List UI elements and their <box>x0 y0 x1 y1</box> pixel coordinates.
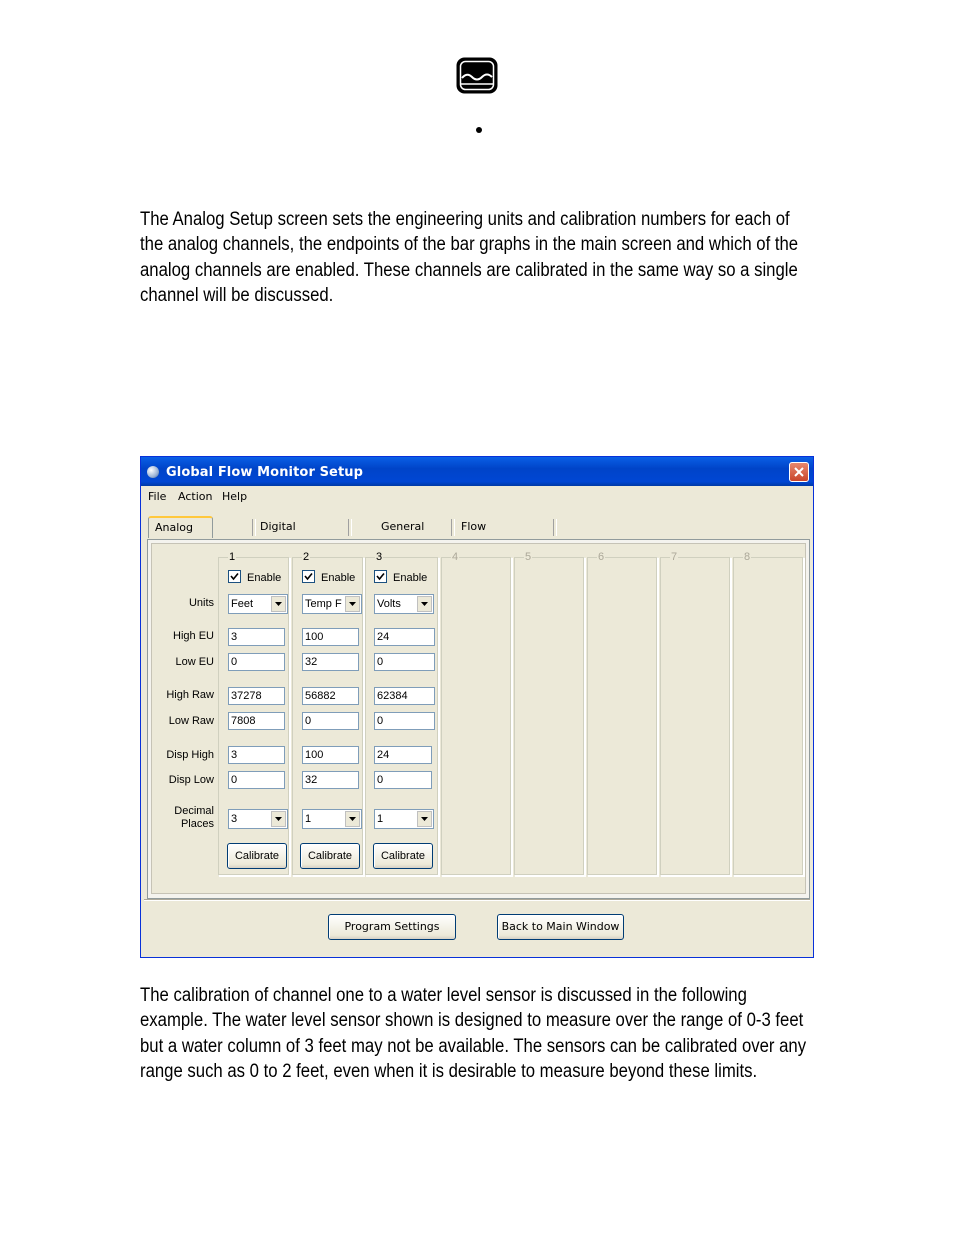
channel-1-group <box>218 551 290 876</box>
intro-paragraph: The Analog Setup screen sets the engineering units and calibration numbers for each of the analog channels, the endpoints of the bar graphs in the main screen and which of the analog channels are enabled. These channels are calibrated in the same way so a single channel will be discussed. <box>140 209 799 306</box>
channel-number: 2 <box>303 551 310 563</box>
tab-analog-channels[interactable]: Analog <box>148 516 213 538</box>
decimal-places-label-line1: Decimal <box>174 805 214 817</box>
units-select[interactable] <box>228 594 288 614</box>
disp-low-input[interactable]: 0 <box>228 771 285 789</box>
menu-bar <box>141 486 813 506</box>
disp-low-label: Disp Low <box>168 774 214 786</box>
program-settings-button[interactable]: Program Settings <box>328 914 456 940</box>
decimal-places-label-line2: Places <box>180 818 214 830</box>
checkbox-box[interactable] <box>302 570 315 583</box>
tab-digital-channels[interactable]: Digital <box>260 520 296 533</box>
close-icon <box>794 467 804 477</box>
low-raw-label: Low Raw <box>168 715 214 727</box>
decimal-places-value: 1 <box>377 813 384 825</box>
high-raw-input[interactable]: 56882 <box>302 687 359 705</box>
high-raw-label: High Raw <box>166 689 214 701</box>
decimal-places-select[interactable] <box>302 809 362 829</box>
disp-low-input[interactable]: 0 <box>374 771 432 789</box>
low-eu-input[interactable]: 0 <box>374 653 435 671</box>
decimal-places-select[interactable] <box>228 809 288 829</box>
calibrate-button[interactable]: Calibrate <box>227 843 287 869</box>
low-raw-input[interactable]: 7808 <box>228 712 285 730</box>
channel-3-group <box>365 551 439 876</box>
checkmark-icon <box>230 572 239 581</box>
channel-6-group <box>587 551 658 876</box>
water-wave-icon <box>456 57 498 94</box>
units-label: Units <box>188 597 214 609</box>
disp-high-label: Disp High <box>166 749 214 761</box>
menu-help[interactable]: Help <box>222 490 248 503</box>
chevron-down-icon[interactable] <box>271 811 286 827</box>
tab-separator <box>252 519 256 536</box>
channel-5-group <box>514 551 585 876</box>
chevron-down-icon[interactable] <box>271 596 286 612</box>
enable-label: Enable <box>393 572 428 584</box>
low-raw-input[interactable]: 0 <box>374 712 435 730</box>
decimal-places-select[interactable] <box>374 809 434 829</box>
tab-separator <box>553 519 557 536</box>
disp-high-input[interactable]: 100 <box>302 746 359 764</box>
checkmark-icon <box>304 572 313 581</box>
channel-number: 7 <box>671 551 678 563</box>
chevron-down-icon[interactable] <box>345 811 360 827</box>
body-paragraph: The calibration of channel one to a water level sensor is discussed in the following example. The water level sensor shown is designed to measure over the range of 0-3 feet but a water column of 3 feet may not be available. The sensors can be calibrated over any range such as 0 to 2 feet, even when it is desirable to measure beyond these limits. <box>140 985 807 1082</box>
checkbox-box[interactable] <box>374 570 387 583</box>
back-to-main-window-button[interactable]: Back to Main Window <box>497 914 624 940</box>
channel-2-group <box>292 551 364 876</box>
high-eu-label: High EU <box>173 630 214 642</box>
channel-number: 1 <box>229 551 236 563</box>
bullet-point <box>476 127 482 133</box>
tab-separator <box>451 519 455 536</box>
title-bar <box>141 457 813 486</box>
high-eu-input[interactable]: 24 <box>374 628 435 646</box>
enable-checkbox[interactable] <box>228 570 281 584</box>
low-raw-input[interactable]: 0 <box>302 712 359 730</box>
channel-number: 4 <box>452 551 459 563</box>
enable-label: Enable <box>247 572 282 584</box>
low-eu-input[interactable]: 0 <box>228 653 285 671</box>
units-value: Feet <box>231 598 254 610</box>
disp-high-input[interactable]: 24 <box>374 746 432 764</box>
units-value: Temp F <box>305 598 342 610</box>
tab-general[interactable]: General <box>381 520 425 533</box>
calibrate-button[interactable]: Calibrate <box>300 843 360 869</box>
units-select[interactable] <box>374 594 434 614</box>
channel-4-group <box>441 551 512 876</box>
high-raw-input[interactable]: 37278 <box>228 687 285 705</box>
menu-file[interactable]: File <box>148 490 167 503</box>
chevron-down-icon[interactable] <box>345 596 360 612</box>
channel-number: 8 <box>744 551 751 563</box>
disp-high-input[interactable]: 3 <box>228 746 285 764</box>
enable-checkbox[interactable] <box>302 570 355 584</box>
units-select[interactable] <box>302 594 362 614</box>
footer-divider <box>144 899 810 901</box>
high-raw-input[interactable]: 62384 <box>374 687 435 705</box>
calibrate-button[interactable]: Calibrate <box>373 843 433 869</box>
chevron-down-icon[interactable] <box>417 596 432 612</box>
channel-number: 5 <box>525 551 532 563</box>
close-button[interactable] <box>789 462 809 482</box>
channel-number: 6 <box>598 551 605 563</box>
units-value: Volts <box>377 598 401 610</box>
app-icon <box>147 466 159 478</box>
low-eu-label: Low EU <box>175 656 214 668</box>
low-eu-input[interactable]: 32 <box>302 653 359 671</box>
chevron-down-icon[interactable] <box>417 811 432 827</box>
disp-low-input[interactable]: 32 <box>302 771 359 789</box>
channel-8-group <box>733 551 804 876</box>
checkbox-box[interactable] <box>228 570 241 583</box>
high-eu-input[interactable]: 100 <box>302 628 359 646</box>
enable-checkbox[interactable] <box>374 570 427 584</box>
channel-7-group <box>660 551 731 876</box>
high-eu-input[interactable]: 3 <box>228 628 285 646</box>
window-title: Global Flow Monitor Setup <box>166 465 364 480</box>
tab-separator <box>348 519 352 536</box>
tab-flow-calculation[interactable]: Flow <box>461 520 487 533</box>
decimal-places-value: 3 <box>231 813 238 825</box>
channel-number: 3 <box>376 551 383 563</box>
enable-label: Enable <box>321 572 356 584</box>
checkmark-icon <box>376 572 385 581</box>
menu-action[interactable]: Action <box>178 490 213 503</box>
decimal-places-value: 1 <box>305 813 312 825</box>
